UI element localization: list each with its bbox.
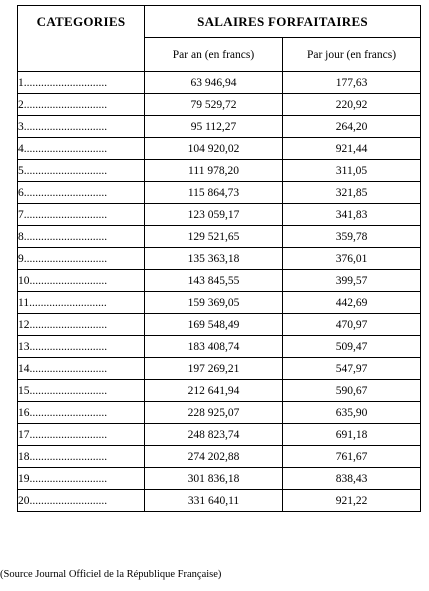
- par-an-cell: 104 920,02: [145, 138, 283, 160]
- category-cell: 8.............................: [18, 226, 145, 248]
- par-jour-cell: 590,67: [283, 380, 421, 402]
- par-jour-cell: 220,92: [283, 94, 421, 116]
- category-cell: 11...........................: [18, 292, 145, 314]
- par-jour-cell: 761,67: [283, 446, 421, 468]
- table-row: [18, 116, 421, 138]
- par-an-cell: 331 640,11: [145, 490, 283, 512]
- category-cell: 4.............................: [18, 138, 145, 160]
- table-row: [18, 182, 421, 204]
- category-cell: 7.............................: [18, 204, 145, 226]
- par-jour-cell: 311,05: [283, 160, 421, 182]
- par-an-cell: 115 864,73: [145, 182, 283, 204]
- par-an-cell: 301 836,18: [145, 468, 283, 490]
- par-an-cell: 274 202,88: [145, 446, 283, 468]
- table-row: [18, 160, 421, 182]
- par-jour-cell: 264,20: [283, 116, 421, 138]
- par-an-cell: 79 529,72: [145, 94, 283, 116]
- category-cell: 12...........................: [18, 314, 145, 336]
- table-row: [18, 336, 421, 358]
- category-cell: 3.............................: [18, 116, 145, 138]
- par-an-cell: 129 521,65: [145, 226, 283, 248]
- par-jour-cell: 691,18: [283, 424, 421, 446]
- category-cell: 1.............................: [18, 72, 145, 94]
- header-categories: CATEGORIES: [18, 6, 145, 72]
- par-jour-cell: 921,22: [283, 490, 421, 512]
- table-row: [18, 314, 421, 336]
- par-an-cell: 183 408,74: [145, 336, 283, 358]
- par-an-cell: 111 978,20: [145, 160, 283, 182]
- table-row: [18, 402, 421, 424]
- par-jour-cell: 547,97: [283, 358, 421, 380]
- par-an-cell: 159 369,05: [145, 292, 283, 314]
- category-cell: 5.............................: [18, 160, 145, 182]
- par-an-cell: 143 845,55: [145, 270, 283, 292]
- table-row: [18, 292, 421, 314]
- category-cell: 2.............................: [18, 94, 145, 116]
- category-cell: 15...........................: [18, 380, 145, 402]
- header-row: [18, 6, 421, 38]
- par-jour-cell: 442,69: [283, 292, 421, 314]
- table-row: [18, 94, 421, 116]
- table-row: [18, 248, 421, 270]
- table-row: [18, 424, 421, 446]
- table-row: [18, 226, 421, 248]
- category-cell: 6.............................: [18, 182, 145, 204]
- par-jour-cell: 177,63: [283, 72, 421, 94]
- category-cell: 14...........................: [18, 358, 145, 380]
- par-an-cell: 135 363,18: [145, 248, 283, 270]
- category-cell: 20...........................: [18, 490, 145, 512]
- table-row: [18, 468, 421, 490]
- category-cell: 10...........................: [18, 270, 145, 292]
- par-jour-cell: 921,44: [283, 138, 421, 160]
- par-jour-cell: 399,57: [283, 270, 421, 292]
- par-an-cell: 248 823,74: [145, 424, 283, 446]
- table-row: [18, 204, 421, 226]
- category-cell: 9.............................: [18, 248, 145, 270]
- table-row: [18, 270, 421, 292]
- category-cell: 16...........................: [18, 402, 145, 424]
- table-row: [18, 380, 421, 402]
- header-salaires-forfaitaires: SALAIRES FORFAITAIRES: [145, 6, 421, 38]
- table-row: [18, 358, 421, 380]
- category-cell: 18...........................: [18, 446, 145, 468]
- table-body: [18, 72, 421, 512]
- par-jour-cell: 359,78: [283, 226, 421, 248]
- source-note: (Source Journal Officiel de la République Française): [0, 569, 222, 580]
- salaires-table: [17, 5, 421, 512]
- par-an-cell: 169 548,49: [145, 314, 283, 336]
- par-an-cell: 197 269,21: [145, 358, 283, 380]
- category-cell: 19...........................: [18, 468, 145, 490]
- par-jour-cell: 321,85: [283, 182, 421, 204]
- subheader-par-an: Par an (en francs): [145, 38, 283, 72]
- par-jour-cell: 838,43: [283, 468, 421, 490]
- par-an-cell: 212 641,94: [145, 380, 283, 402]
- table-row: [18, 446, 421, 468]
- table-row: [18, 72, 421, 94]
- par-jour-cell: 509,47: [283, 336, 421, 358]
- par-an-cell: 63 946,94: [145, 72, 283, 94]
- par-jour-cell: 470,97: [283, 314, 421, 336]
- par-an-cell: 123 059,17: [145, 204, 283, 226]
- par-an-cell: 95 112,27: [145, 116, 283, 138]
- subheader-par-jour: Par jour (en francs): [283, 38, 421, 72]
- category-cell: 17...........................: [18, 424, 145, 446]
- par-jour-cell: 341,83: [283, 204, 421, 226]
- par-jour-cell: 376,01: [283, 248, 421, 270]
- table-row: [18, 490, 421, 512]
- table-row: [18, 138, 421, 160]
- par-jour-cell: 635,90: [283, 402, 421, 424]
- par-an-cell: 228 925,07: [145, 402, 283, 424]
- category-cell: 13...........................: [18, 336, 145, 358]
